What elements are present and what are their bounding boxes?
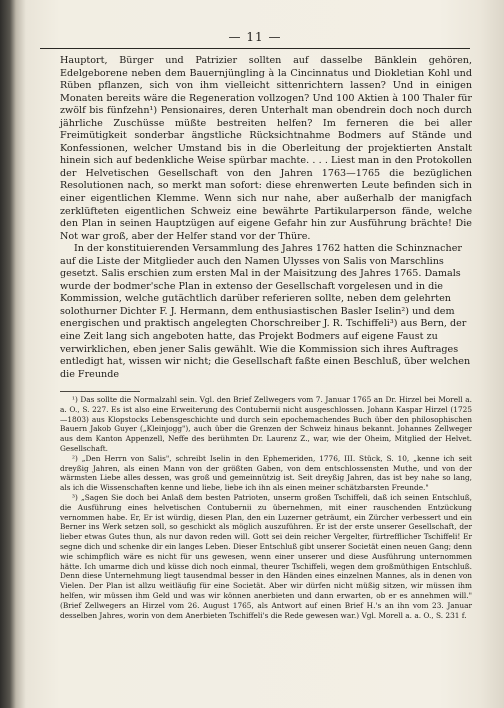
page-number: — 11 — [228, 30, 282, 44]
body-paragraph-2: In der konstituierenden Versammlung des Jahres 1762 hatten die Schinznacher auf die Liste der Mitglieder auch den Namen Ulysses von Salis von Marschlins gesetzt. Salis erschien zum ersten Mal in der Maisitzung des Jahres 1765. Damals wurde der bodmer'sche Plan in extenso der Gesellschaft vorgelesen und in die Kommission, welche gutächtlich darüber referieren sollte, neben dem gelehrten solothurner Dichter F. J. Hermann, dem enthusiastischen Basler Iselin²) und dem energischen und praktisch angelegten Chorschreiber J. R. Tschiffeli³) aus Bern, der eine Zeit lang sich angeboten hatte, das Projekt Bodmers auf eigene Faust zu verwirklichen, eben jener Salis gewählt. Wie die Kommission sich ihres Auftrages entledigt hat, wissen wir nicht; die Gesellschaft faßte einen Beschluß, über welchen die Freunde [60, 243, 471, 380]
footnote-3: ³) „Sagen Sie doch bei Anlaß dem besten Patrioten, unserm großen Tschiffeli, daß ich seinen Entschluß, die Ausführung eines helvetischen Contubernii zu übernehmen, mit einer rauschenden Entzückung vernommen habe. Er, Er ist würdig, diesen Plan, den ein Luzerner geträumt, ein Zürcher verbessert und ein Berner ins Werk setzen soll, so geschickt als möglich auszuführen. Er ist der erste unserer Gesellschaft, der lieber etwas Gutes thun, als nur davon reden will. Gott sei dein reicher Vergelter, fürtrefflicher Tschiffeli! Er segne dich und schenke dir ein langes Leben. Dieser Entschluß gibt unserer Societät einen neuen Gang; denn wie schimpflich wäre es nicht für uns gewesen, wenn einer unserer und diese Ausführung unternommen hätte. Ich umarme dich und küsse dich noch einmal, theurer Tschiffeli, wegen dem großmüthigen Entschluß. Denn diese Unternehmung liegt tausendmal besser in den Händen eines einzelnen Mannes, als in denen von Vielen. Der Plan ist allzu weitläufig für eine Societät. Aber wir dürfen nicht müßig sitzen, wir müssen ihm helfen, wir müssen ihm Geld und was wir können anerbieten und dann erwarten, ob er es annehmen will." (Brief Zellwegers an Hirzel vom 26. August 1765, als Antwort auf einen Brief H.'s an ihn vom 23. Januar desselben Jahres, worin von dem Anerbieten Tschiffeli's die Rede gewesen war.) Vgl. Morell a. a. O., S. 231 f. [60, 492, 472, 620]
footnotes [60, 395, 472, 620]
book-page [40, 22, 470, 698]
main-text [60, 55, 472, 381]
footnote-1: ¹) Das sollte die Normalzahl sein. Vgl. den Brief Zellwegers vom 7. Januar 1765 an Dr. Hirzel bei Morell a. a. O., S. 227. Es ist also eine Erweiterung des Contubernii nicht ausgeschlossen. Johann Kaspar Hirzel (1725—1803) aus Klopstocks Lebensgeschichte und durch sein epochemachendes Buch über den philosophischen Bauern Jakob Guyer („Kleinjogg"), auch über die Grenzen der Schweiz hinaus bekannt. Johannes Zellweger aus dem Kanton Appenzell, Neffe des berühmten Dr. Laurenz Z., war, wie der Oheim, Mitglied der Helvet. Gesellschaft. [60, 395, 472, 453]
footnote-separator [60, 391, 140, 392]
header-rule [40, 48, 470, 49]
body-paragraph-1: Hauptort, Bürger und Patrizier sollten auf dasselbe Bänklein gehören, Edelgeborene neben dem Bauernjüngling à la Cincinnatus und Diokletian Kohl und Rüben pflanzen, sich von ihm vielleicht sittenrichtern lassen? Und in einigen Monaten bereits wäre die Regeneration vollzogen? Und 100 Aktien à 100 Thaler für zwölf bis fünfzehn¹) Pensionaires, deren Unterhalt man obendrein doch noch durch jährliche Zuschüsse müßte bestreiten helfen? Im ferneren die bei aller Freimütigkeit sonderbar ängstliche Rücksichtnahme Bodmers auf Stände und Konfessionen, welcher Umstand bis in die Oberleitung der projektierten Anstalt hinein sich auf bedenkliche Weise spürbar machte. . . . Liest man in den Protokollen der Helvetischen Gesellschaft von den Jahren 1763—1765 die bezüglichen Resolutionen nach, so merkt man sofort: diese ehrenwerten Leute befinden sich in einer eigentlichen Klemme. Wenn sich nur nahe, aber außerhalb der manigfach zerklüfteten eigentlichen Schweiz eine bewährte Partikularperson fände, welche den Plan in seinen Hauptzügen auf eigene Gefahr hin zur Ausführung brächte! Die Not war groß, aber der Helfer stand vor der Thüre. [60, 55, 472, 242]
footnote-2: ²) „Den Herrn von Salis", schreibt Iselin in den Ephemeriden, 1776, III. Stück, S. 10, „kenne ich seit dreyßig Jahren, als einen Mann von der größten Gaben, von dem entschlossensten Muthe, und von der wärmsten Liebe alles dessen, was groß und gemeinnützig ist. Seit dreyßig Jahren, das ist bey nahe so lang, als ich die Wissenschaften kenne und liebe, liebe ich ihn als einen meiner schätzbarsten Freunde." [60, 453, 472, 493]
running-header [40, 30, 470, 44]
